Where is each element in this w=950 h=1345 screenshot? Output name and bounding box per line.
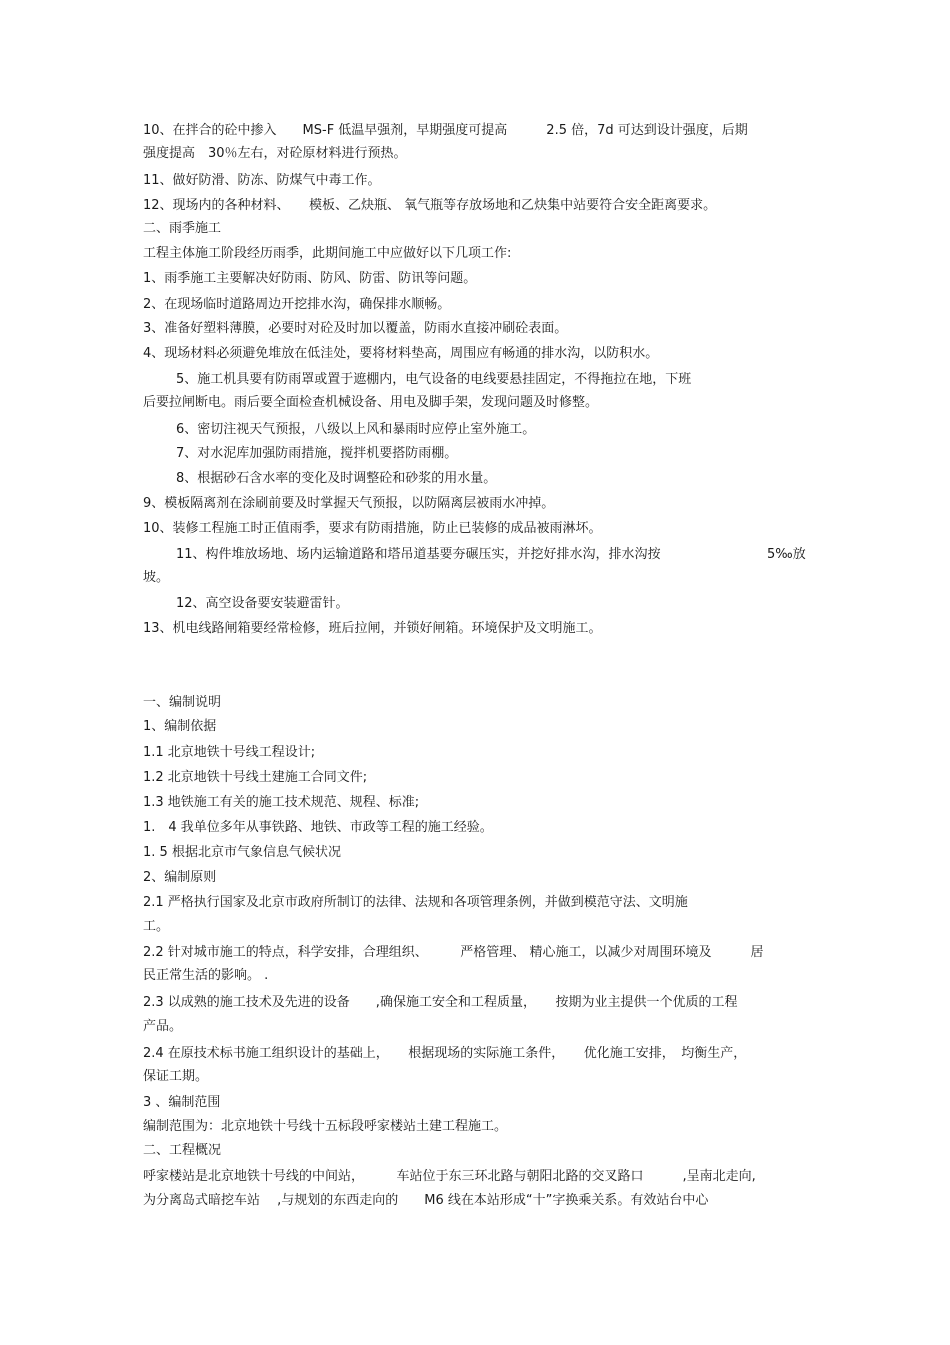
winter-item-10-line-1: 10、在拌合的砼中掺入 MS-F 低温早强剂，早期强度可提高 2.5 倍，7d 可达到设计强度，后期: [143, 123, 748, 138]
overview-heading: 二、工程概况: [143, 1143, 222, 1158]
rain-item-6: 6、密切注视天气预报，八级以上风和暴雨时应停止室外施工。: [176, 422, 536, 437]
principle-2-1-line-2: 工。: [143, 919, 170, 934]
rain-item-5-line-1: 5、施工机具要有防雨罩或置于遮棚内，电气设备的电线要悬挂固定，不得拖拉在地，下班: [176, 372, 692, 387]
basis-item-1-3: 1.3 地铁施工有关的施工技术规范、规程、标准;: [143, 795, 420, 810]
basis-item-1-1: 1.1 北京地铁十号线工程设计;: [143, 745, 316, 760]
rain-item-2: 2、在现场临时道路周边开挖排水沟，确保排水顺畅。: [143, 297, 451, 312]
winter-item-12: 12、现场内的各种材料、 模板、乙炔瓶、 氧气瓶等存放场地和乙炔集中站要符合安全距离要求。: [143, 198, 717, 213]
rain-item-11-line-2: 坡。: [143, 570, 170, 585]
basis-item-1-2: 1.2 北京地铁十号线土建施工合同文件;: [143, 770, 368, 785]
winter-item-11: 11、做好防滑、防冻、防煤气中毒工作。: [143, 173, 381, 188]
rain-item-13: 13、机电线路闸箱要经常检修，班后拉闸，并锁好闸箱。环境保护及文明施工。: [143, 621, 602, 636]
principle-2-3-line-2: 产品。: [143, 1019, 183, 1034]
principle-2-2-line-1: 2.2 针对城市施工的特点，科学安排，合理组织、 严格管理、 精心施工，以减少对周围环境及 居: [143, 945, 764, 960]
rain-intro: 工程主体施工阶段经历雨季，此期间施工中应做好以下几项工作:: [143, 246, 512, 261]
principle-2-2-line-2: 民正常生活的影响。 .: [143, 968, 269, 983]
overview-line-2: 为分离岛式暗挖车站 ,与规划的东西走向的 M6 线在本站形成“十”字换乘关系。有效站台中心: [143, 1193, 709, 1208]
scope-text: 编制范围为：北京地铁十号线十五标段呼家楼站土建工程施工。: [143, 1119, 508, 1134]
rain-item-12: 12、高空设备要安装避雷针。: [176, 596, 349, 611]
rain-item-3: 3、准备好塑料薄膜，必要时对砼及时加以覆盖，防雨水直接冲刷砼表面。: [143, 321, 568, 336]
basis-item-1-4: 1. 4 我单位多年从事铁路、地铁、市政等工程的施工经验。: [143, 820, 493, 835]
basis-item-1-5: 1. 5 根据北京市气象信息气候状况: [143, 845, 341, 860]
rain-item-10: 10、装修工程施工时正值雨季，要求有防雨措施，防止已装修的成品被雨淋坏。: [143, 521, 602, 536]
principle-heading: 2、编制原则: [143, 870, 217, 885]
winter-item-10-line-2: 强度提高 30％左右，对砼原材料进行预热。: [143, 146, 407, 161]
rain-item-9: 9、模板隔离剂在涂刷前要及时掌握天气预报，以防隔离层被雨水冲掉。: [143, 496, 555, 511]
rain-item-5-line-2: 后要拉闸断电。雨后要全面检查机械设备、用电及脚手架，发现问题及时修整。: [143, 395, 599, 410]
principle-2-4-line-1: 2.4 在原技术标书施工组织设计的基础上， 根据现场的实际施工条件， 优化施工安排， 均衡生产，: [143, 1046, 747, 1061]
basis-heading: 1、编制依据: [143, 719, 217, 734]
principle-2-1-line-1: 2.1 严格执行国家及北京市政府所制订的法律、法规和各项管理条例，并做到模范守法、文明施: [143, 895, 688, 910]
rain-item-1: 1、雨季施工主要解决好防雨、防风、防雷、防讯等问题。: [143, 271, 477, 286]
rain-item-4: 4、现场材料必须避免堆放在低洼处，要将材料垫高，周围应有畅通的排水沟，以防积水。: [143, 346, 659, 361]
scope-heading: 3 、编制范围: [143, 1095, 221, 1110]
rain-item-11-slope-value: 5‰放: [767, 547, 806, 562]
compile-heading: 一、编制说明: [143, 695, 222, 710]
principle-2-4-line-2: 保证工期。: [143, 1069, 209, 1084]
rain-item-8: 8、根据砂石含水率的变化及时调整砼和砂浆的用水量。: [176, 471, 497, 486]
rain-heading: 二、雨季施工: [143, 221, 222, 236]
overview-line-1: 呼家楼站是北京地铁十号线的中间站， 车站位于东三环北路与朝阳北路的交叉路口 ,呈南北走向,: [143, 1169, 756, 1184]
rain-item-7: 7、对水泥库加强防雨措施，搅拌机要搭防雨棚。: [176, 446, 458, 461]
principle-2-3-line-1: 2.3 以成熟的施工技术及先进的设备 ,确保施工安全和工程质量， 按期为业主提供一个优质的工程: [143, 995, 738, 1010]
rain-item-11-line-1: 11、构件堆放场地、场内运输道路和塔吊道基要夯碾压实，并挖好排水沟，排水沟按: [176, 547, 661, 562]
